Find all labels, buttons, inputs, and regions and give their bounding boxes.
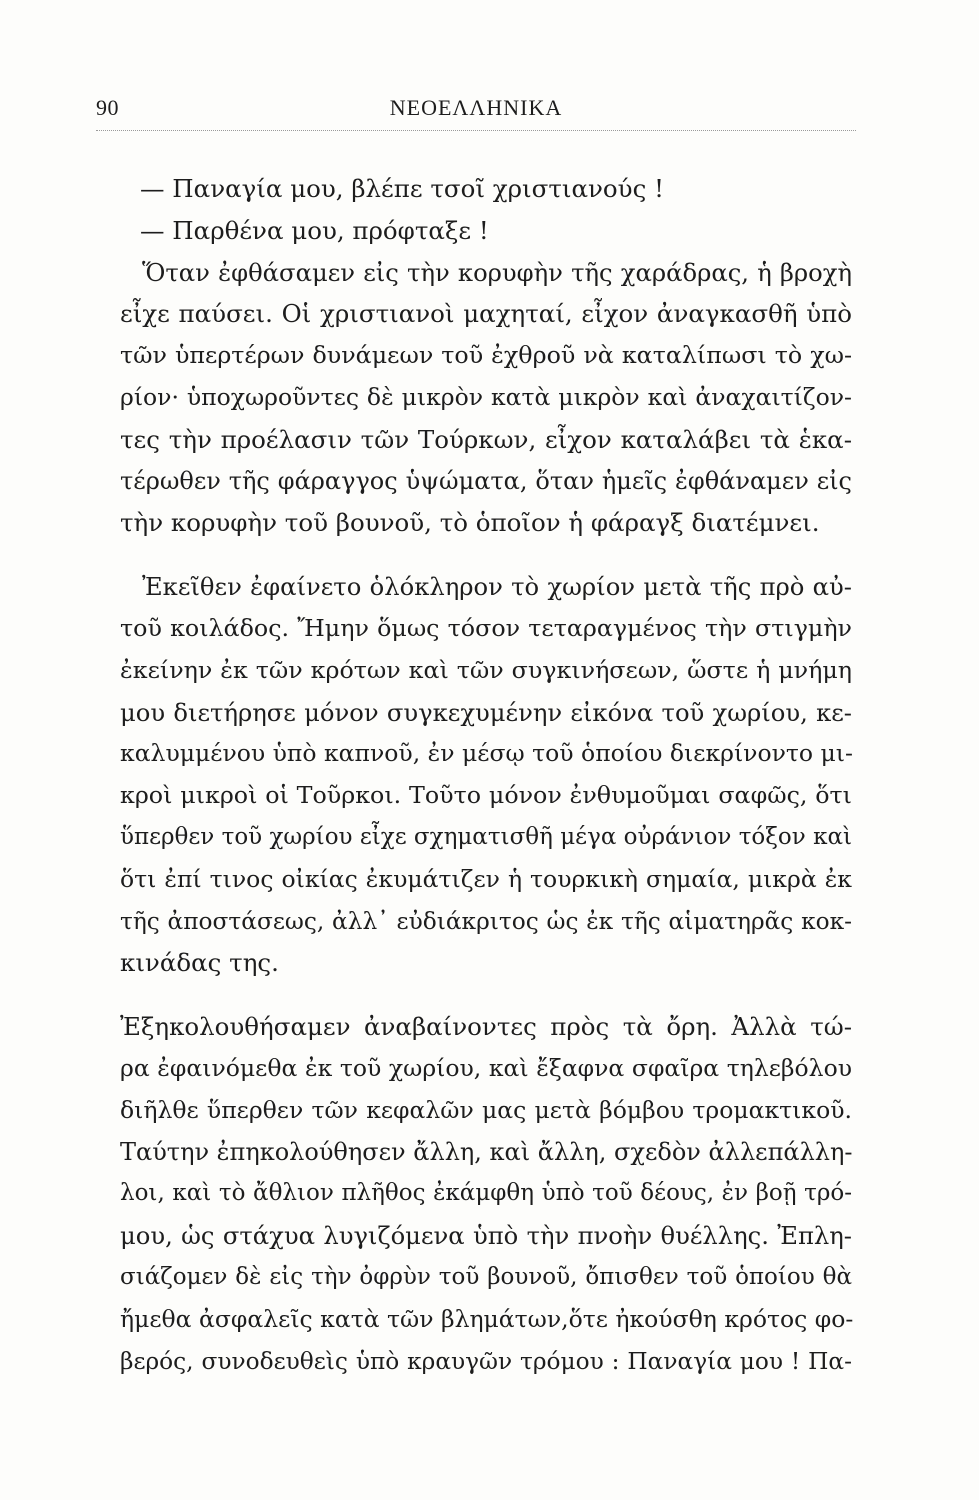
text-line: Ταύτην ἐπηκολούθησεν ἄλλη, καὶ ἄλλη, σχεδὸν ἀλλεπάλλη-	[120, 1137, 853, 1166]
text-line: ρα ἐφαινόμεθα ἐκ τοῦ χωρίου, καὶ ἔξαφνα σφαῖρα τηλεβόλου	[120, 1053, 852, 1082]
text-line: ὅτι ἐπί τινος οἰκίας ἐκυμάτιζεν ἡ τουρκικὴ σημαία, μικρὰ ἐκ	[120, 864, 852, 893]
text-line: τες τὴν προέλασιν τῶν Τούρκων, εἶχον καταλάβει τὰ ἑκα-	[120, 424, 852, 454]
text-line: καλυμμένου ὑπὸ καπνοῦ, ἐν μέσῳ τοῦ ὁποίου διεκρίνοντο μι-	[120, 739, 853, 768]
text-line: Ἐξηκολουθήσαμεν ἀναβαίνοντες πρὸς τὰ ὄρη. Ἀλλὰ τώ-	[120, 1012, 852, 1042]
paragraph-gap	[120, 984, 852, 1006]
page-number: 90	[96, 95, 119, 120]
paragraph	[120, 168, 852, 210]
header-rule	[96, 130, 856, 131]
text-line: μου διετήρησε μόνον συγκεχυμένην εἰκόνα τοῦ χωρίου, κε-	[120, 697, 852, 727]
text-line: ἐκείνην ἐκ τῶν κρότων καὶ τῶν συγκινήσεων, ὥστε ἡ μνήμη	[120, 655, 852, 684]
text-line: εἶχε παύσει. Οἱ χριστιανοὶ μαχηταί, εἶχον ἀναγκασθῆ ὑπὸ	[120, 299, 852, 329]
text-line: σιάζομεν δὲ εἰς τὴν ὀφρὺν τοῦ βουνοῦ, ὄπισθεν τοῦ ὁποίου θὰ	[120, 1263, 852, 1290]
text-line: ὕπερθεν τοῦ χωρίου εἶχε σχηματισθῆ μέγα οὐράνιον τόξον καὶ	[120, 823, 852, 850]
text-line: κινάδας της.	[120, 948, 279, 978]
text-line: τὴν κορυφὴν τοῦ βουνοῦ, τὸ ὁποῖον ἡ φάραγξ διατέμνει.	[120, 508, 820, 538]
text-line: τοῦ κοιλάδος. Ἤμην ὅμως τόσον τεταραγμένος τὴν στιγμὴν	[120, 613, 852, 642]
text-line: Ὅταν ἐφθάσαμεν εἰς τὴν κορυφὴν τῆς χαράδρας, ἡ βροχὴ	[142, 257, 852, 287]
paragraph-gap	[120, 544, 852, 566]
paragraph	[120, 566, 852, 984]
text-line: Ἐκεῖθεν ἐφαίνετο ὁλόκληρον τὸ χωρίον μετὰ τῆς πρὸ αὐ-	[142, 572, 852, 602]
running-title: ΝΕΟΕΛΛΗΝΙΚΑ	[389, 95, 563, 120]
text-line: λοι, καὶ τὸ ἄθλιον πλῆθος ἐκάμφθη ὑπὸ τοῦ δέους, ἐν βοῇ τρό-	[120, 1180, 852, 1207]
text-line: κροὶ μικροὶ οἱ Τοῦρκοι. Τοῦτο μόνον ἐνθυμοῦμαι σαφῶς, ὅτι	[120, 781, 852, 810]
text-line: ἤμεθα ἀσφαλεῖς κατὰ τῶν βλημάτων,ὅτε ἠκούσθη κρότος φο-	[120, 1304, 854, 1333]
running-head	[96, 95, 856, 125]
text-line: διῆλθε ὕπερθεν τῶν κεφαλῶν μας μετὰ βόμβου τρομακτικοῦ.	[120, 1095, 852, 1124]
paragraph	[120, 252, 852, 545]
text-line: μου, ὡς στάχυα λυγιζόμενα ὑπὸ τὴν πνοὴν θυέλλης. Ἐπλη-	[120, 1221, 852, 1251]
paragraph	[120, 1006, 852, 1382]
text-line: βερός, συνοδευθεὶς ὑπὸ κραυγῶν τρόμου : Παναγία μου ! Πα-	[120, 1347, 852, 1375]
text-line: ρίον· ὑποχωροῦντες δὲ μικρὸν κατὰ μικρὸν καὶ ἀναχαιτίζον-	[120, 382, 852, 411]
body-text	[120, 168, 852, 1382]
text-line: τῆς ἀποστάσεως, ἀλλ᾽ εὐδιάκριτος ὡς ἐκ τῆς αἱματηρᾶς κοκ-	[120, 907, 852, 935]
text-line: — Παρθένα μου, πρόφταξε !	[140, 215, 489, 245]
text-line: — Παναγία μου, βλέπε τσοῖ χριστιανούς !	[140, 174, 664, 203]
text-line: τῶν ὑπερτέρων δυνάμεων τοῦ ἐχθροῦ νὰ καταλίπωσι τὸ χω-	[120, 341, 852, 370]
paragraph	[120, 210, 852, 252]
text-line: τέρωθεν τῆς φάραγγος ὑψώματα, ὅταν ἡμεῖς ἐφθάναμεν εἰς	[120, 466, 852, 495]
